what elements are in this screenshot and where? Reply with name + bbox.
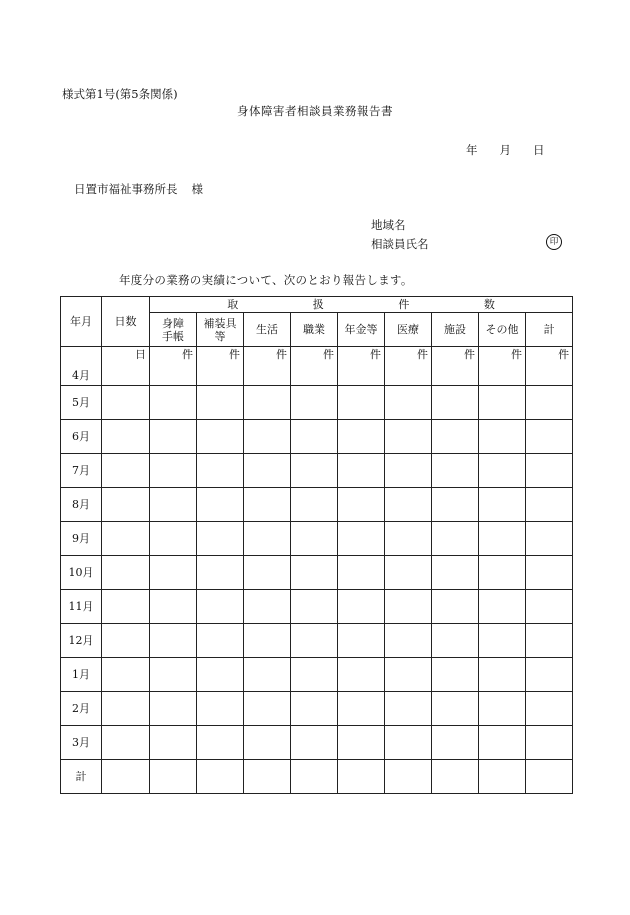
table-row bbox=[61, 347, 573, 386]
count-cell[interactable] bbox=[197, 760, 244, 794]
count-cell[interactable] bbox=[526, 488, 573, 522]
month-cell: 7月 bbox=[61, 454, 102, 488]
days-cell[interactable] bbox=[102, 454, 150, 488]
count-cell[interactable] bbox=[479, 624, 526, 658]
days-cell[interactable] bbox=[102, 760, 150, 794]
month-header: 年月 bbox=[61, 297, 102, 347]
count-cell[interactable] bbox=[197, 420, 244, 454]
count-cell[interactable] bbox=[432, 590, 479, 624]
count-cell[interactable] bbox=[291, 692, 338, 726]
column-header: 施設 bbox=[432, 313, 479, 347]
days-cell[interactable] bbox=[102, 386, 150, 420]
count-cell[interactable] bbox=[526, 556, 573, 590]
count-cell[interactable] bbox=[385, 556, 432, 590]
count-cell[interactable] bbox=[291, 488, 338, 522]
addressee-honorific: 様 bbox=[191, 182, 203, 196]
count-cell[interactable] bbox=[479, 386, 526, 420]
month-cell: 1月 bbox=[61, 658, 102, 692]
category-header-char: 取 bbox=[227, 298, 239, 311]
count-cell[interactable] bbox=[385, 420, 432, 454]
count-cell[interactable]: 件 bbox=[385, 347, 432, 386]
count-cell[interactable] bbox=[526, 658, 573, 692]
table-row bbox=[61, 760, 573, 794]
count-cell[interactable]: 件 bbox=[244, 347, 291, 386]
count-cell[interactable] bbox=[385, 488, 432, 522]
month-cell: 10月 bbox=[61, 556, 102, 590]
count-cell[interactable]: 件 bbox=[197, 347, 244, 386]
days-cell[interactable] bbox=[102, 556, 150, 590]
count-cell[interactable] bbox=[244, 590, 291, 624]
count-cell[interactable] bbox=[385, 454, 432, 488]
report-table bbox=[60, 296, 573, 794]
form-number: 様式第1号(第5条関係) bbox=[62, 87, 178, 101]
count-cell[interactable] bbox=[150, 692, 197, 726]
column-header: 医療 bbox=[385, 313, 432, 347]
count-cell[interactable] bbox=[244, 454, 291, 488]
staff-name-label: 相談員氏名 bbox=[371, 237, 429, 251]
count-cell[interactable] bbox=[291, 624, 338, 658]
count-cell[interactable] bbox=[432, 624, 479, 658]
count-cell[interactable] bbox=[244, 624, 291, 658]
seal-mark: 印 bbox=[546, 234, 562, 250]
table-row bbox=[61, 386, 573, 420]
count-cell[interactable] bbox=[197, 726, 244, 760]
count-cell[interactable] bbox=[338, 488, 385, 522]
count-cell[interactable] bbox=[432, 760, 479, 794]
table-row bbox=[61, 420, 573, 454]
count-cell[interactable] bbox=[338, 692, 385, 726]
count-cell[interactable] bbox=[197, 590, 244, 624]
count-cell[interactable] bbox=[197, 488, 244, 522]
count-cell[interactable] bbox=[291, 658, 338, 692]
header-row bbox=[61, 297, 573, 313]
count-cell[interactable] bbox=[338, 386, 385, 420]
count-cell[interactable] bbox=[338, 590, 385, 624]
days-cell[interactable] bbox=[102, 692, 150, 726]
count-cell[interactable]: 件 bbox=[338, 347, 385, 386]
count-cell[interactable] bbox=[479, 556, 526, 590]
column-header: 身障 手帳 bbox=[150, 313, 197, 347]
days-header: 日数 bbox=[102, 297, 150, 347]
count-cell[interactable] bbox=[291, 590, 338, 624]
count-cell[interactable] bbox=[526, 522, 573, 556]
count-cell[interactable] bbox=[432, 420, 479, 454]
count-cell[interactable] bbox=[291, 760, 338, 794]
count-cell[interactable] bbox=[197, 556, 244, 590]
count-cell[interactable] bbox=[385, 692, 432, 726]
count-cell[interactable] bbox=[150, 624, 197, 658]
count-cell[interactable] bbox=[197, 624, 244, 658]
count-cell[interactable] bbox=[291, 420, 338, 454]
count-cell[interactable] bbox=[244, 556, 291, 590]
count-cell[interactable] bbox=[244, 692, 291, 726]
count-cell[interactable] bbox=[432, 726, 479, 760]
count-cell[interactable] bbox=[244, 386, 291, 420]
count-cell[interactable] bbox=[385, 760, 432, 794]
count-cell[interactable] bbox=[244, 522, 291, 556]
count-cell[interactable] bbox=[526, 624, 573, 658]
count-cell[interactable] bbox=[150, 556, 197, 590]
count-cell[interactable] bbox=[338, 556, 385, 590]
table-row bbox=[61, 454, 573, 488]
count-cell[interactable] bbox=[338, 624, 385, 658]
category-header bbox=[150, 297, 573, 313]
column-header: 職業 bbox=[291, 313, 338, 347]
count-cell[interactable] bbox=[197, 692, 244, 726]
count-cell[interactable] bbox=[291, 726, 338, 760]
table-row bbox=[61, 556, 573, 590]
count-cell[interactable] bbox=[479, 692, 526, 726]
days-cell[interactable] bbox=[102, 590, 150, 624]
count-cell[interactable] bbox=[338, 522, 385, 556]
column-header: 年金等 bbox=[338, 313, 385, 347]
count-cell[interactable] bbox=[244, 726, 291, 760]
count-cell[interactable]: 件 bbox=[479, 347, 526, 386]
count-cell[interactable] bbox=[338, 760, 385, 794]
count-cell[interactable] bbox=[197, 522, 244, 556]
count-cell[interactable] bbox=[526, 692, 573, 726]
column-header: 計 bbox=[526, 313, 573, 347]
count-cell[interactable] bbox=[479, 726, 526, 760]
days-cell[interactable] bbox=[102, 420, 150, 454]
table-row bbox=[61, 522, 573, 556]
count-cell[interactable] bbox=[385, 386, 432, 420]
count-cell[interactable] bbox=[338, 726, 385, 760]
count-cell[interactable] bbox=[479, 590, 526, 624]
count-cell[interactable] bbox=[338, 454, 385, 488]
table-row bbox=[61, 488, 573, 522]
count-cell[interactable] bbox=[479, 454, 526, 488]
table-row bbox=[61, 658, 573, 692]
column-header: 補装具 等 bbox=[197, 313, 244, 347]
table-row bbox=[61, 590, 573, 624]
date-month-label: 月 bbox=[499, 143, 511, 157]
count-cell[interactable] bbox=[150, 522, 197, 556]
column-header: 生活 bbox=[244, 313, 291, 347]
column-header: その他 bbox=[479, 313, 526, 347]
count-cell[interactable] bbox=[385, 658, 432, 692]
count-cell[interactable] bbox=[150, 590, 197, 624]
table-row bbox=[61, 726, 573, 760]
addressee-name: 日置市福祉事務所長 bbox=[74, 182, 178, 196]
region-label: 地域名 bbox=[371, 218, 406, 232]
month-cell: 6月 bbox=[61, 420, 102, 454]
addressee bbox=[74, 181, 203, 197]
category-header-char: 件 bbox=[398, 298, 410, 311]
category-header-char: 扱 bbox=[312, 298, 324, 311]
days-cell[interactable] bbox=[102, 488, 150, 522]
count-cell[interactable] bbox=[385, 624, 432, 658]
count-cell[interactable] bbox=[385, 726, 432, 760]
days-cell[interactable] bbox=[102, 624, 150, 658]
count-cell[interactable] bbox=[291, 386, 338, 420]
count-cell[interactable] bbox=[432, 556, 479, 590]
count-cell[interactable] bbox=[244, 658, 291, 692]
table-row bbox=[61, 624, 573, 658]
count-cell[interactable] bbox=[479, 420, 526, 454]
count-cell[interactable]: 件 bbox=[291, 347, 338, 386]
date-line bbox=[466, 142, 545, 158]
count-cell[interactable] bbox=[526, 726, 573, 760]
count-cell[interactable] bbox=[150, 726, 197, 760]
count-cell[interactable] bbox=[432, 488, 479, 522]
month-cell: 8月 bbox=[61, 488, 102, 522]
count-cell[interactable] bbox=[479, 760, 526, 794]
table-row bbox=[61, 692, 573, 726]
count-cell[interactable] bbox=[385, 590, 432, 624]
count-cell[interactable] bbox=[150, 488, 197, 522]
count-cell[interactable] bbox=[526, 590, 573, 624]
count-cell[interactable] bbox=[526, 386, 573, 420]
count-cell[interactable] bbox=[150, 658, 197, 692]
date-year-label: 年 bbox=[466, 143, 478, 157]
count-cell[interactable] bbox=[338, 420, 385, 454]
count-cell[interactable] bbox=[432, 386, 479, 420]
count-cell[interactable] bbox=[291, 454, 338, 488]
count-cell[interactable] bbox=[338, 658, 385, 692]
month-cell: 4月 bbox=[61, 347, 102, 386]
count-cell[interactable] bbox=[526, 420, 573, 454]
days-cell[interactable] bbox=[102, 658, 150, 692]
count-cell[interactable] bbox=[244, 420, 291, 454]
count-cell[interactable] bbox=[150, 760, 197, 794]
days-cell[interactable] bbox=[102, 726, 150, 760]
count-cell[interactable] bbox=[479, 658, 526, 692]
count-cell[interactable]: 件 bbox=[432, 347, 479, 386]
count-cell[interactable] bbox=[244, 760, 291, 794]
month-cell: 2月 bbox=[61, 692, 102, 726]
count-cell[interactable] bbox=[150, 420, 197, 454]
days-cell[interactable]: 日 bbox=[102, 347, 150, 386]
days-cell[interactable] bbox=[102, 522, 150, 556]
count-cell[interactable] bbox=[526, 454, 573, 488]
count-cell[interactable] bbox=[197, 454, 244, 488]
date-day-label: 日 bbox=[533, 143, 545, 157]
count-cell[interactable] bbox=[432, 658, 479, 692]
count-cell[interactable] bbox=[197, 386, 244, 420]
count-cell[interactable] bbox=[291, 556, 338, 590]
count-cell[interactable]: 件 bbox=[526, 347, 573, 386]
document-title: 身体障害者相談員業務報告書 bbox=[237, 104, 393, 118]
month-cell: 11月 bbox=[61, 590, 102, 624]
count-cell[interactable] bbox=[526, 760, 573, 794]
count-cell[interactable] bbox=[197, 658, 244, 692]
category-header-char: 数 bbox=[483, 298, 495, 311]
count-cell[interactable] bbox=[479, 488, 526, 522]
month-cell: 9月 bbox=[61, 522, 102, 556]
count-cell[interactable] bbox=[150, 386, 197, 420]
intro-text: 年度分の業務の実績について、次のとおり報告します。 bbox=[119, 273, 413, 287]
month-cell: 3月 bbox=[61, 726, 102, 760]
count-cell[interactable] bbox=[244, 488, 291, 522]
count-cell[interactable] bbox=[432, 692, 479, 726]
count-cell[interactable] bbox=[432, 454, 479, 488]
count-cell[interactable] bbox=[432, 522, 479, 556]
month-cell: 12月 bbox=[61, 624, 102, 658]
count-cell[interactable] bbox=[385, 522, 432, 556]
month-cell: 5月 bbox=[61, 386, 102, 420]
count-cell[interactable] bbox=[291, 522, 338, 556]
count-cell[interactable] bbox=[150, 454, 197, 488]
count-cell[interactable] bbox=[479, 522, 526, 556]
count-cell[interactable]: 件 bbox=[150, 347, 197, 386]
month-cell: 計 bbox=[61, 760, 102, 794]
